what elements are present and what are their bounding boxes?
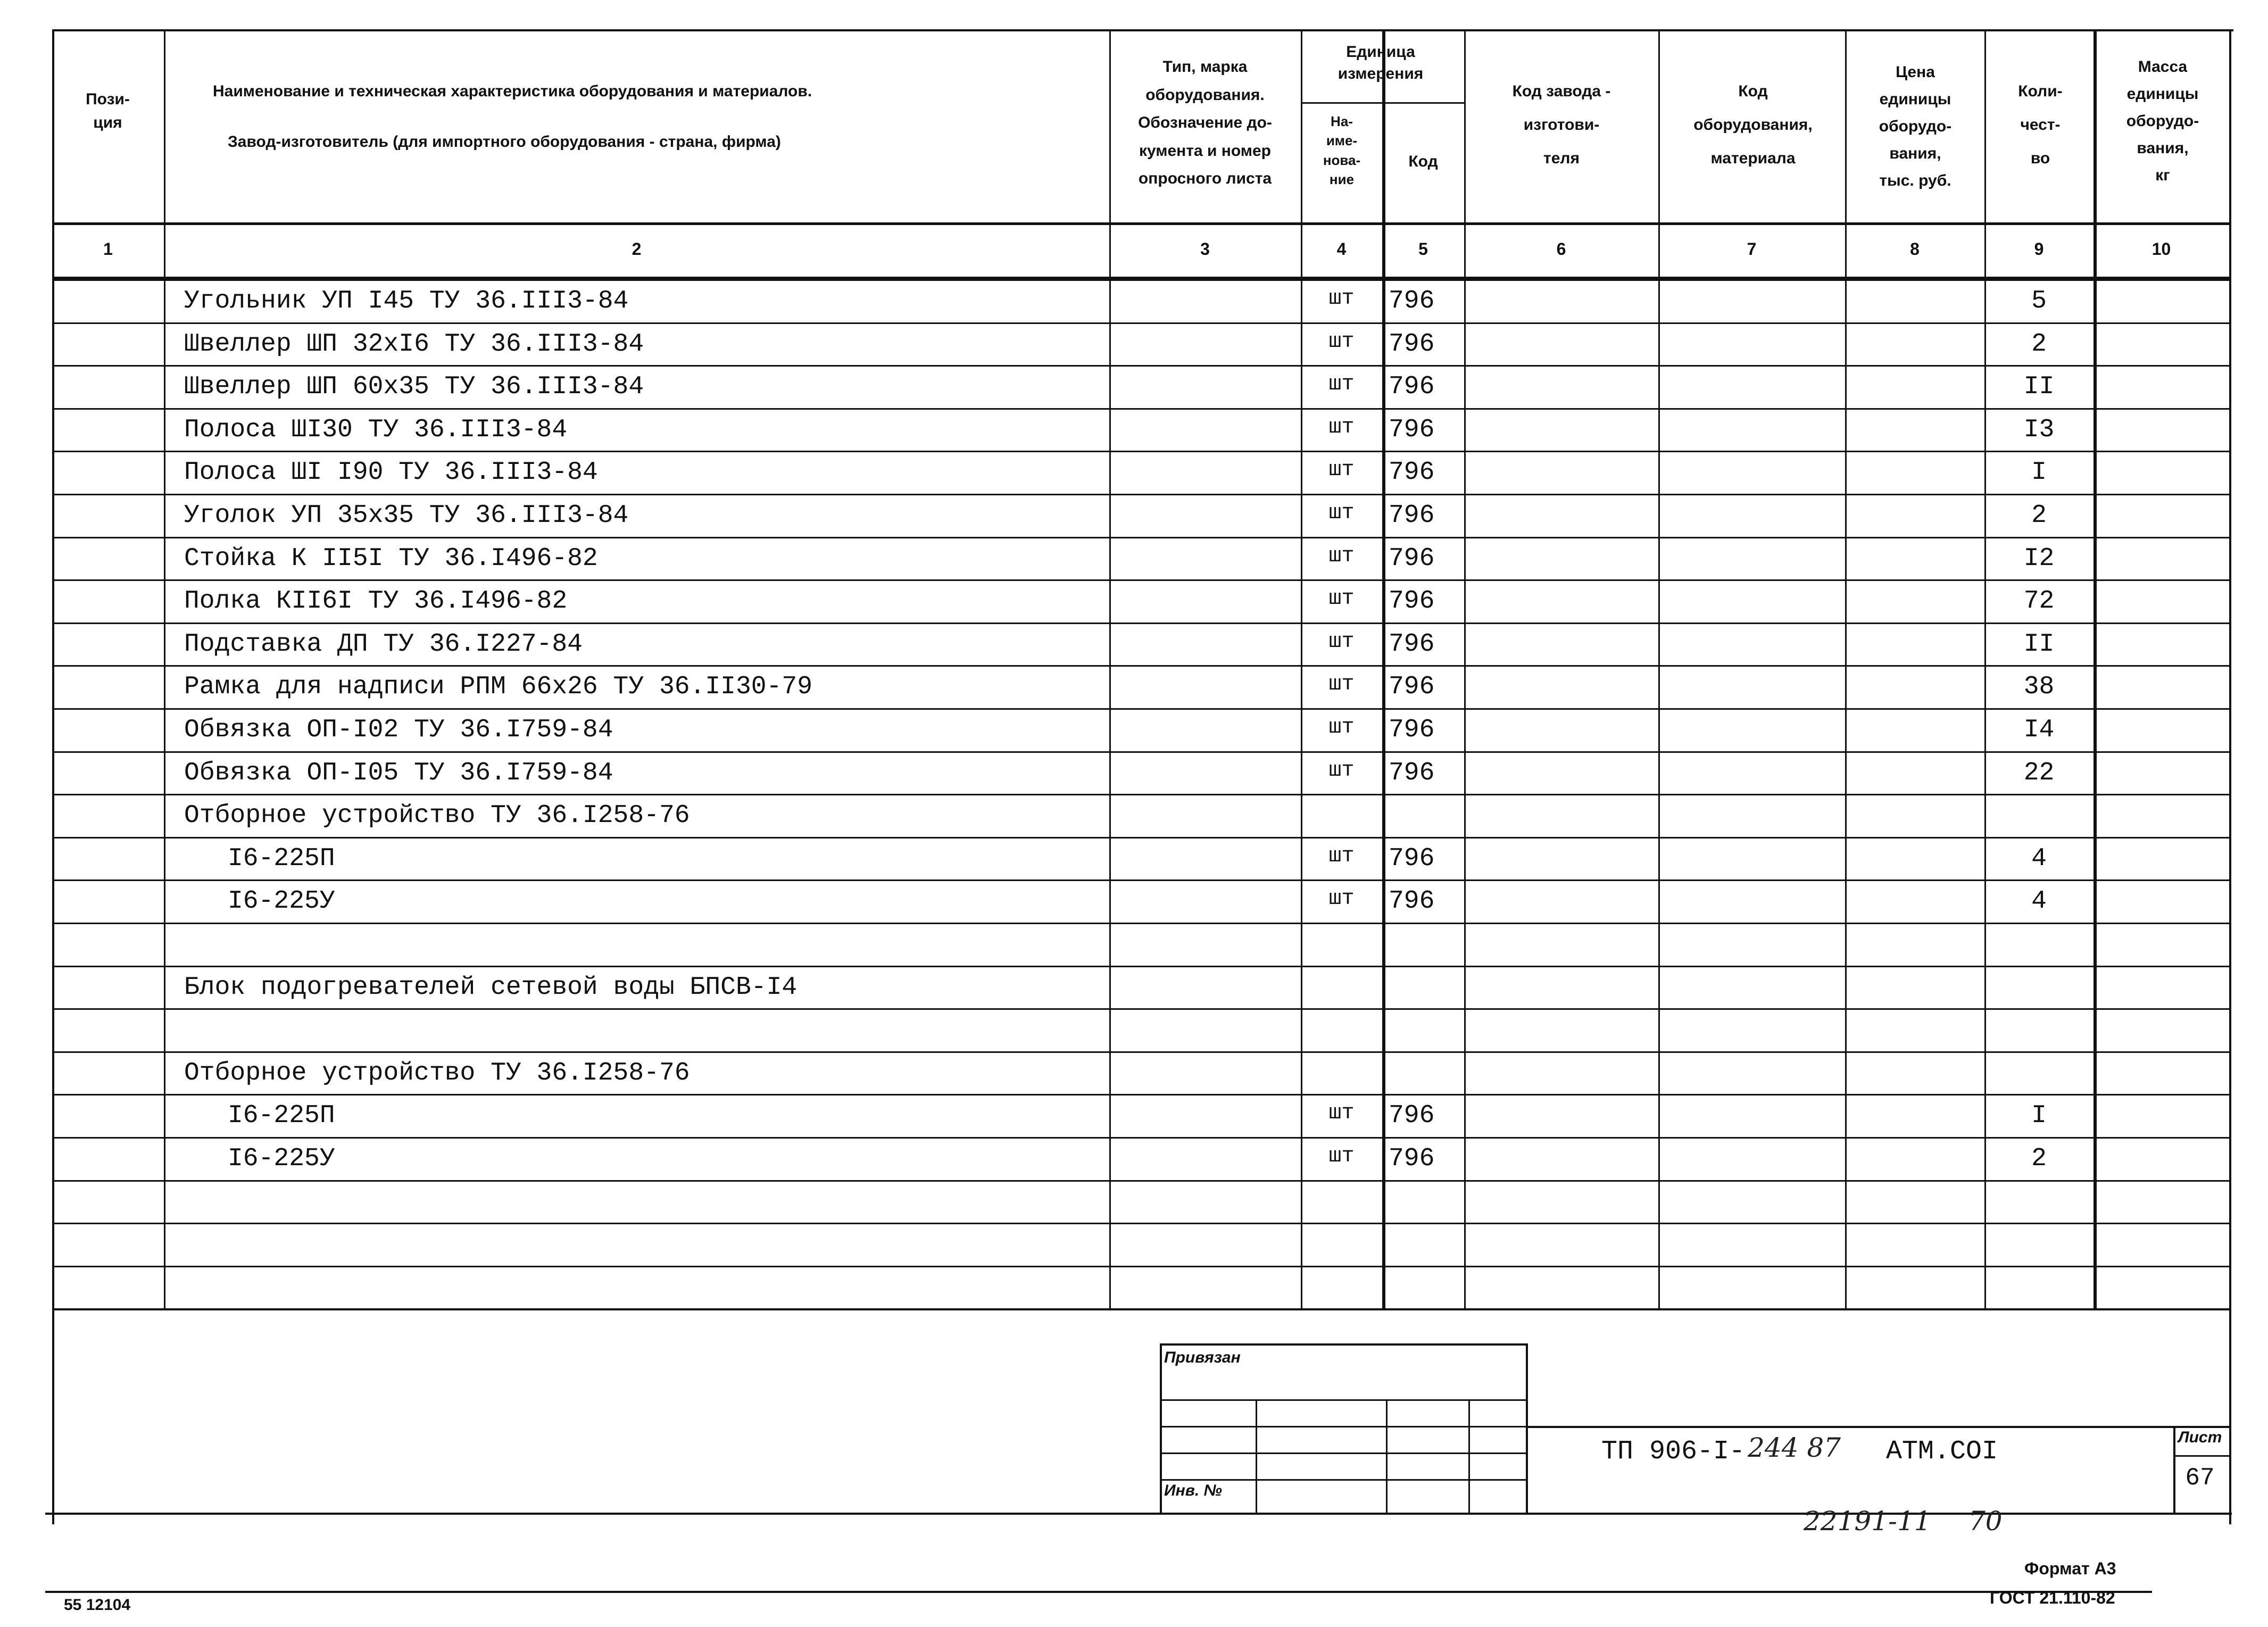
row-divider <box>52 365 2231 367</box>
row-divider <box>52 494 2231 495</box>
doc-code-handwritten: 244 87 <box>1748 1432 1841 1463</box>
row-unit: шт <box>1328 287 1355 311</box>
column-number-9: 9 <box>2034 239 2044 259</box>
header-equipment-code: Код оборудования, материала <box>1693 82 1813 167</box>
row-qty: 22 <box>2023 759 2055 787</box>
row-unit: шт <box>1328 759 1355 783</box>
row-qty: I4 <box>2023 716 2055 744</box>
header-bottom-line <box>52 222 2231 225</box>
stamp-row <box>1160 1479 1527 1481</box>
row-divider <box>52 579 2231 581</box>
gost-label: ГОСТ 21.110-82 <box>1990 1588 2115 1607</box>
row-divider <box>52 279 2231 281</box>
row-divider <box>52 794 2231 795</box>
row-name: Полка КII6I ТУ 36.I496-82 <box>184 587 568 616</box>
row-divider <box>52 1094 2231 1095</box>
row-name: Обвязка ОП-I02 ТУ 36.I759-84 <box>184 716 613 744</box>
row-divider <box>52 1180 2231 1182</box>
stamp-top <box>1160 1343 1527 1346</box>
stamp-left <box>1160 1343 1162 1514</box>
row-unit: шт <box>1328 1101 1355 1125</box>
row-name: Блок подогревателей сетевой воды БПСВ-I4 <box>184 973 797 1002</box>
row-divider <box>52 537 2231 538</box>
stamp-col <box>1468 1399 1470 1514</box>
row-qty: II <box>2023 630 2055 659</box>
row-qty: 5 <box>2031 287 2047 316</box>
row-code: 796 <box>1389 416 1435 444</box>
row-name: Угольник УП I45 ТУ 36.III3-84 <box>184 287 629 316</box>
column-divider <box>164 29 165 1308</box>
column-number-7: 7 <box>1747 239 1757 259</box>
doc-code-prefix: ТП 906-I- <box>1601 1437 1746 1467</box>
stamp-col <box>1386 1399 1388 1514</box>
format-label: Формат А3 <box>2024 1559 2116 1578</box>
row-code: 796 <box>1389 587 1435 616</box>
header-unit-group: Единица измерения <box>1337 43 1424 82</box>
row-qty: 4 <box>2031 844 2047 873</box>
row-divider <box>52 923 2231 924</box>
sheet-box-divider <box>2173 1455 2231 1457</box>
sheet-number: 67 <box>2185 1464 2215 1492</box>
row-divider <box>52 408 2231 410</box>
row-code: 796 <box>1389 544 1435 573</box>
row-code: 796 <box>1389 759 1435 787</box>
row-unit: шт <box>1328 844 1355 868</box>
column-number-4: 4 <box>1336 239 1347 259</box>
row-divider <box>52 451 2231 452</box>
row-code: 796 <box>1389 1101 1435 1130</box>
row-divider <box>52 622 2231 624</box>
row-unit: шт <box>1328 416 1355 439</box>
row-divider <box>52 1266 2231 1267</box>
row-name: Рамка для надписи РПМ 66x26 ТУ 36.II30-79 <box>184 673 812 701</box>
row-name: Отборное устройство ТУ 36.I258-76 <box>184 1059 690 1088</box>
table-bottom-line <box>52 1308 2231 1310</box>
row-unit: шт <box>1328 1144 1355 1168</box>
row-unit: шт <box>1328 673 1355 696</box>
row-qty: I2 <box>2023 544 2055 573</box>
row-name: I6-225П <box>228 1101 335 1130</box>
row-qty: II <box>2023 372 2055 401</box>
order-number: 55 12104 <box>64 1596 131 1614</box>
row-qty: 4 <box>2031 887 2047 916</box>
header-name-line1: Наименование и техническая характеристика оборудования и материалов. <box>213 82 812 100</box>
row-name: I6-225У <box>228 1144 335 1173</box>
row-unit: шт <box>1328 544 1355 568</box>
header-name-line2: Завод-изготовитель (для импортного оборудования - страна, фирма) <box>228 133 781 151</box>
row-divider <box>52 837 2231 839</box>
header-unit-name: На- име- нова- ние <box>1323 113 1361 188</box>
row-unit: шт <box>1328 501 1355 525</box>
header-mass: Масса единицы оборудо- вания, кг <box>2126 58 2199 184</box>
column-number-10: 10 <box>2151 239 2171 259</box>
row-qty: 2 <box>2031 330 2047 359</box>
header-factory-code: Код завода - изготови- теля <box>1512 82 1611 167</box>
row-unit: шт <box>1328 630 1355 654</box>
row-divider <box>52 1008 2231 1010</box>
row-qty: I3 <box>2023 416 2055 444</box>
row-name: I6-225П <box>228 844 335 873</box>
row-divider <box>52 879 2231 881</box>
column-divider <box>2093 29 2097 1308</box>
column-number-3: 3 <box>1200 239 1210 259</box>
stamp-row <box>1160 1426 1527 1427</box>
row-unit: шт <box>1328 587 1355 611</box>
header-unit-code: Код <box>1408 153 1438 170</box>
header-type: Тип, марка оборудования. Обозначение до- кумента и номер опросного листа <box>1138 58 1272 187</box>
row-code: 796 <box>1389 716 1435 744</box>
row-qty: 72 <box>2023 587 2055 616</box>
header-position: Пози- ция <box>86 90 130 131</box>
row-name: Подставка ДП ТУ 36.I227-84 <box>184 630 583 659</box>
handwritten-page: 70 <box>1968 1506 2003 1537</box>
row-qty: 2 <box>2031 501 2047 530</box>
row-code: 796 <box>1389 372 1435 401</box>
column-number-8: 8 <box>1910 239 1920 259</box>
sheet-label: Лист <box>2178 1429 2222 1446</box>
row-code: 796 <box>1389 630 1435 659</box>
row-divider <box>52 665 2231 667</box>
row-code: 796 <box>1389 501 1435 530</box>
handwritten-number: 22191-11 <box>1804 1506 1931 1537</box>
stamp-row <box>1160 1399 1527 1401</box>
row-unit: шт <box>1328 887 1355 911</box>
row-name: Обвязка ОП-I05 ТУ 36.I759-84 <box>184 759 613 787</box>
row-name: Швеллер ШП 60x35 ТУ 36.III3-84 <box>184 372 644 401</box>
row-qty: 38 <box>2023 673 2055 701</box>
row-divider <box>52 966 2231 967</box>
column-number-2: 2 <box>632 239 642 259</box>
row-divider <box>52 708 2231 710</box>
column-divider <box>1382 29 1385 1308</box>
footer-line <box>45 1591 2152 1593</box>
row-code: 796 <box>1389 330 1435 359</box>
row-unit: шт <box>1328 458 1355 482</box>
header-price: Цена единицы оборудо- вания, тыс. руб. <box>1879 63 1952 189</box>
row-qty: I <box>2031 1101 2047 1130</box>
row-divider <box>52 751 2231 753</box>
row-name: Полоса ШI30 ТУ 36.III3-84 <box>184 416 568 444</box>
row-code: 796 <box>1389 287 1435 316</box>
row-name: Швеллер ШП 32xI6 ТУ 36.III3-84 <box>184 330 644 359</box>
row-divider <box>52 1137 2231 1139</box>
row-qty: 2 <box>2031 1144 2047 1173</box>
column-divider <box>1845 29 1847 1308</box>
frame-top <box>52 29 2233 31</box>
row-name: Уголок УП 35x35 ТУ 36.III3-84 <box>184 501 629 530</box>
row-code: 796 <box>1389 458 1435 487</box>
row-divider <box>52 1223 2231 1224</box>
column-divider <box>1658 29 1660 1308</box>
row-unit: шт <box>1328 716 1355 740</box>
row-code: 796 <box>1389 1144 1435 1173</box>
row-name: I6-225У <box>228 887 335 916</box>
stamp-col <box>1256 1399 1257 1514</box>
column-divider <box>1464 29 1466 1308</box>
column-number-6: 6 <box>1556 239 1566 259</box>
frame-right <box>2229 29 2231 1524</box>
row-unit: шт <box>1328 330 1355 354</box>
row-qty: I <box>2031 458 2047 487</box>
column-number-1: 1 <box>103 239 113 259</box>
row-unit: шт <box>1328 372 1355 396</box>
title-block-top <box>1526 1426 2231 1428</box>
row-divider <box>52 1051 2231 1053</box>
row-name: Отборное устройство ТУ 36.I258-76 <box>184 801 690 830</box>
row-code: 796 <box>1389 844 1435 873</box>
doc-code-suffix: АТМ.СОI <box>1886 1437 1998 1467</box>
column-number-5: 5 <box>1418 239 1428 259</box>
stamp-row <box>1160 1452 1527 1454</box>
row-code: 796 <box>1389 673 1435 701</box>
stamp-privyazan-label: Привязан <box>1164 1349 1241 1366</box>
header-quantity: Коли- чест- во <box>2018 82 2063 167</box>
row-name: Стойка К II5I ТУ 36.I496-82 <box>184 544 598 573</box>
row-divider <box>52 322 2231 324</box>
stamp-inv-no-label: Инв. № <box>1164 1482 1222 1499</box>
stamp-right <box>1526 1343 1528 1514</box>
row-name: Полоса ШI I90 ТУ 36.III3-84 <box>184 458 598 487</box>
row-code: 796 <box>1389 887 1435 916</box>
